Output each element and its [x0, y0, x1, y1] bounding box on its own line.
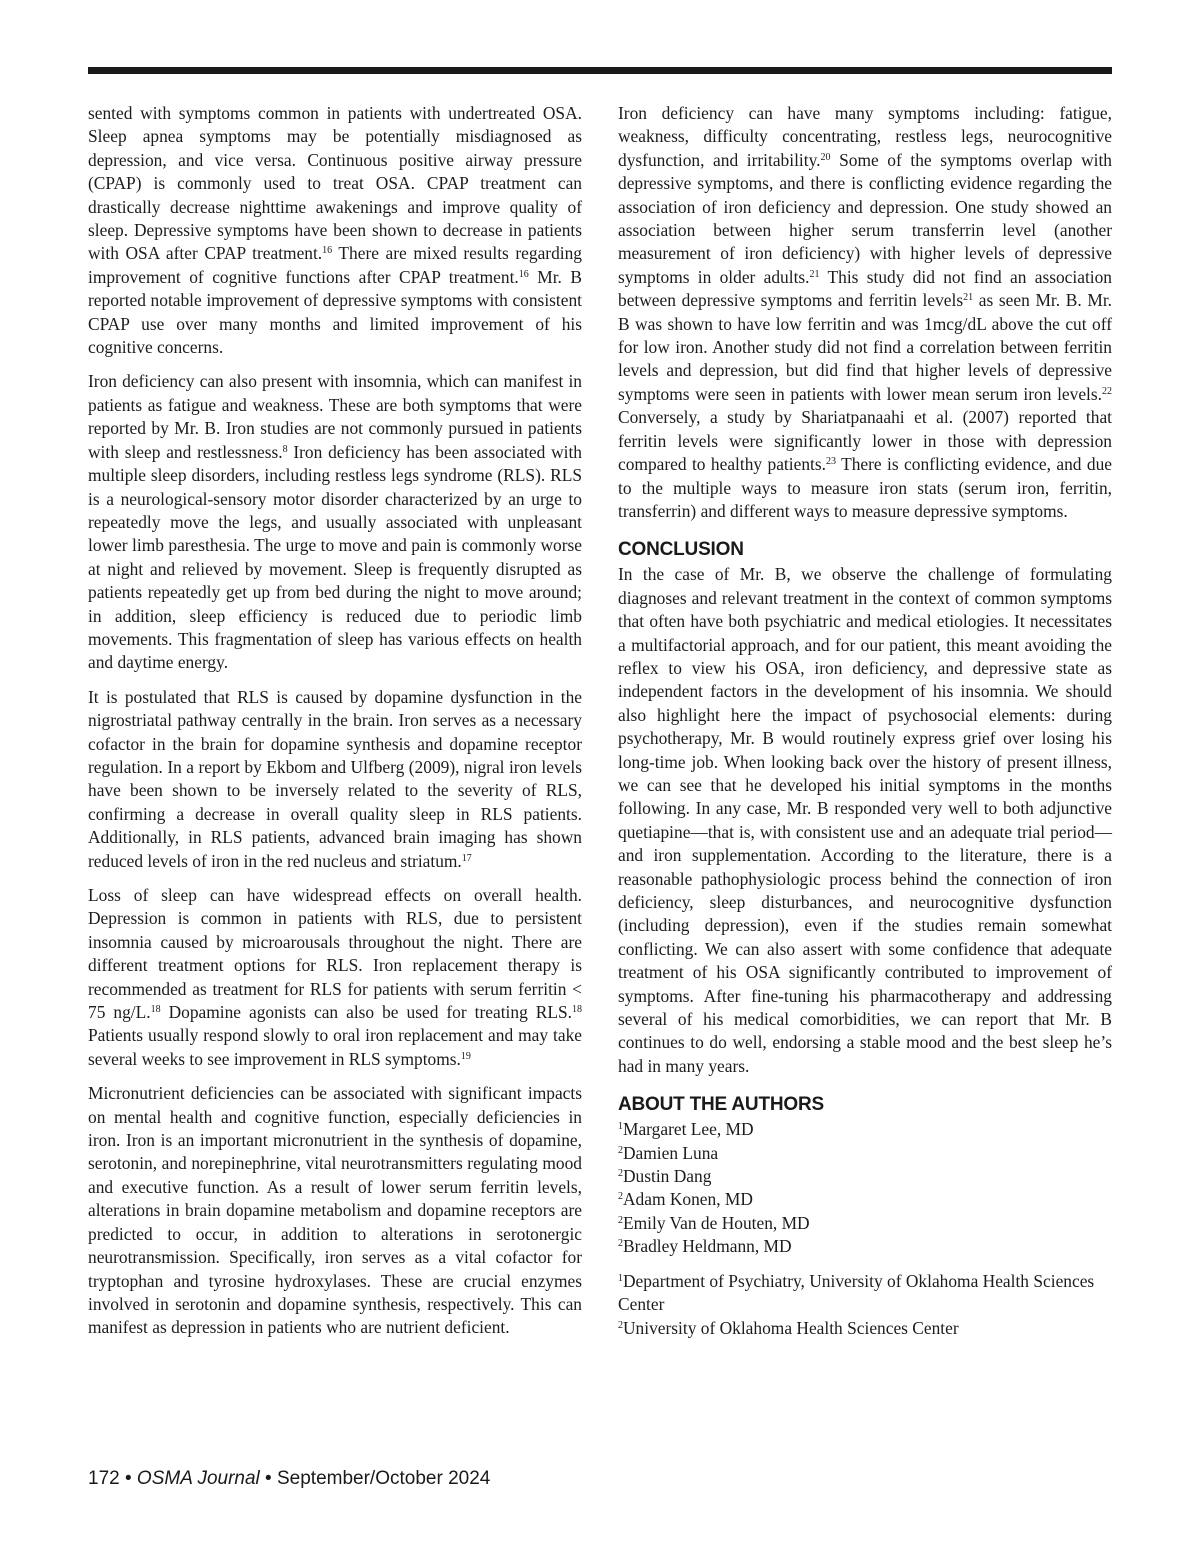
citation: 16: [518, 268, 529, 280]
text: sented with symptoms common in patients with undertreated OSA. Sleep apnea symptoms may be potentially misdiagnosed as depression, and vice versa. Continuous positive airway pressure (CPAP) is commonly used to treat OSA. CPAP treatment can drastically decrease nighttime awakenings and improve quality of sleep. Depressive symptoms have been shown to decrease in patients with OSA after CPAP treatment.: [88, 103, 582, 264]
author-affiliation-mark: 2: [618, 1214, 623, 1226]
author-entry: [618, 1142, 1112, 1165]
author-name: Margaret Lee, MD: [623, 1119, 754, 1140]
affiliation-text: Department of Psychiatry, University of Oklahoma Health Sciences Center: [618, 1270, 1095, 1315]
text: There is conflicting evidence, and due to the multiple ways to measure iron stats (serum iron, ferritin, transferrin) and different ways to measure depressive symptoms.: [618, 454, 1112, 521]
paragraph-iron-symptoms: [618, 102, 1112, 523]
top-rule: [88, 67, 1112, 74]
paragraph-iron-insomnia: [88, 370, 582, 674]
author-name: Emily Van de Houten, MD: [623, 1212, 810, 1233]
page-number: 172: [88, 1468, 120, 1489]
affiliation-mark: 1: [618, 1272, 623, 1284]
text: Dopamine agonists can also be used for treating RLS.: [160, 1002, 572, 1023]
author-affiliation-mark: 2: [618, 1168, 623, 1180]
text: There are mixed results regarding improvement of cognitive functions after CPAP treatment.: [88, 243, 582, 287]
author-entry: [618, 1165, 1112, 1188]
authors-list: [618, 1118, 1112, 1258]
text: Iron deficiency has been associated with multiple sleep disorders, including restless legs syndrome (RLS). RLS is a neurological-sensory motor disorder characterized by an urge to repeatedly move the legs, and usually associated with unpleasant lower limb paresthesia. The urge to move and pain is commonly worse at night and relieved by movement. Sleep is frequently disrupted as patients repeatedly get up from bed during the night to move around; in addition, sleep efficiency is reduced due to periodic limb movements. This fragmentation of sleep has various effects on health and daytime energy.: [88, 441, 582, 673]
citation: 21: [809, 268, 820, 280]
affiliations-list: [618, 1270, 1112, 1340]
citation: 23: [825, 456, 836, 468]
author-name: Damien Luna: [623, 1142, 719, 1163]
issue-date: September/October 2024: [276, 1468, 491, 1489]
text: Micronutrient deficiencies can be associated with significant impacts on mental health and cognitive function, especially deficiencies in iron. Iron is an important micronutrient in the synthesis of dopamine, serotonin, and norepinephrine, vital neurotransmitters regulating mood and executive function. As a result of lower serum ferritin levels, alterations in brain dopamine metabolism and dopamine receptors are predicted to occur, in addition to alterations in serotonergic neurotransmission. Specifically, iron serves as a vital cofactor for tryptophan and tyrosine hydroxylases. These are crucial enzymes involved in serotonin and dopamine synthesis, respectively. This can manifest as depression in patients who are nutrient deficient.: [88, 1083, 582, 1338]
citation: 20: [820, 151, 831, 163]
author-affiliation-mark: 1: [618, 1121, 623, 1133]
page-footer: [88, 1468, 490, 1490]
conclusion-heading: CONCLUSION: [618, 539, 744, 561]
author-entry: [618, 1188, 1112, 1211]
citation: 18: [150, 1004, 161, 1016]
journal-name: OSMA Journal: [136, 1468, 260, 1489]
left-column: [88, 102, 582, 1351]
text: This study did not find an association between depressive symptoms and ferritin levels: [618, 266, 1112, 311]
author-name: Bradley Heldmann, MD: [623, 1236, 792, 1257]
footer-separator: •: [119, 1468, 137, 1489]
text: Iron deficiency can also present with insomnia, which can manifest in patients as fatigue and weakness. These are both symptoms that were reported by Mr. B. Iron studies are not commonly pursued in patients with sleep and restlessness.: [88, 371, 582, 462]
author-affiliation-mark: 2: [618, 1191, 623, 1203]
author-name: Dustin Dang: [623, 1166, 712, 1187]
affiliation-entry: [618, 1270, 1112, 1317]
author-entry: [618, 1118, 1112, 1141]
paragraph-osa-cpap: [88, 102, 582, 359]
text: Conversely, a study by Shariatpanaahi et al. (2007) reported that ferritin levels were significantly lower in those with depression compared to healthy patients.: [618, 407, 1112, 475]
text: Some of the symptoms overlap with depressive symptoms, and there is conflicting evidence regarding the association of iron deficiency and depression. One study showed an association between higher serum transferrin level (another measurement of iron deficiency) with higher levels of depressive symptoms in older adults.: [618, 149, 1112, 287]
affiliation-entry: [618, 1317, 1112, 1340]
affiliation-mark: 2: [618, 1319, 623, 1331]
author-entry: [618, 1235, 1112, 1258]
citation: 21: [963, 292, 974, 304]
conclusion-paragraph: In the case of Mr. B, we observe the challenge of formulating diagnoses and relevant treatment in the context of common symptoms that often have both psychiatric and medical etiologies. It necessitates a multifactorial approach, and for our patient, this meant avoiding the reflex to view his OSA, iron deficiency, and depressive state as independent factors in the development of his insomnia. We should also highlight here the impact of psychosocial elements: during psychotherapy, Mr. B would routinely express grief over losing his long-time job. When looking back over the history of present illness, we can see that he developed his initial symptoms in the months following. In any case, Mr. B responded very well to both adjunctive quetiapine—that is, with consistent use and an adequate trial period—and iron supplementation. According to the literature, there is a reasonable pathophysiologic process behind the connection of iron deficiency, sleep disturbances, and neurocognitive dysfunction (including depression), even if the studies remain somewhat conflicting. We can also assert with some confidence that adequate treatment of his OSA significantly contributed to improvement of symptoms. After fine-tuning his pharmacotherapy and addressing several of his medical comorbidities, we can report that Mr. B continues to do well, endorsing a stable mood and the best sleep he’s had in many years.: [618, 564, 1112, 1076]
citation: 22: [1102, 385, 1112, 397]
text: Iron deficiency can have many symptoms including: fatigue, weakness, difficulty concentrating, restless legs, neurocognitive dysfunction, and irritability.: [618, 103, 1112, 170]
citation: 8: [282, 443, 288, 455]
citation: 18: [572, 1004, 582, 1016]
citation: 17: [461, 852, 472, 864]
author-name: Adam Konen, MD: [623, 1189, 753, 1210]
author-affiliation-mark: 2: [618, 1144, 623, 1156]
authors-heading: ABOUT THE AUTHORS: [618, 1094, 824, 1116]
text: Loss of sleep can have widespread effects on overall health. Depression is common in patients with RLS, due to persistent insomnia caused by microarousals throughout the night. There are different treatment options for RLS. Iron replacement therapy is recommended as treatment for RLS for patients with serum ferritin < 75 ng/L.: [88, 885, 582, 1023]
right-column: [618, 102, 1112, 1340]
paragraph-loss-of-sleep: [88, 884, 582, 1071]
footer-separator: •: [259, 1468, 277, 1489]
author-entry: [618, 1212, 1112, 1235]
text: Patients usually respond slowly to oral iron replacement and may take several weeks to see improvement in RLS symptoms.: [88, 1025, 582, 1069]
affiliation-text: University of Oklahoma Health Sciences Center: [623, 1317, 959, 1338]
citation: 19: [460, 1050, 471, 1062]
paragraph-micronutrient: [88, 1082, 582, 1339]
text: Mr. B reported notable improvement of depressive symptoms with consistent CPAP use over many months and limited improvement of his cognitive concerns.: [88, 266, 582, 358]
text: It is postulated that RLS is caused by dopamine dysfunction in the nigrostriatal pathway centrally in the brain. Iron serves as a necessary cofactor in the brain for dopamine synthesis and dopamine receptor regulation. In a report by Ekbom and Ulfberg (2009), nigral iron levels have been shown to be inversely related to the severity of RLS, confirming a decrease in overall quality sleep in RLS patients. Additionally, in RLS patients, advanced brain imaging has shown reduced levels of iron in the red nucleus and striatum.: [88, 686, 582, 871]
text: as seen Mr. B. Mr. B was shown to have low ferritin and was 1mcg/dL above the cut off for low iron. Another study did not find a correlation between ferritin levels and depression, but did find that higher levels of depressive symptoms were seen in patients with lower mean serum iron levels.: [618, 290, 1112, 404]
citation: 16: [322, 245, 333, 257]
paragraph-rls-dopamine: [88, 686, 582, 873]
author-affiliation-mark: 2: [618, 1238, 623, 1250]
